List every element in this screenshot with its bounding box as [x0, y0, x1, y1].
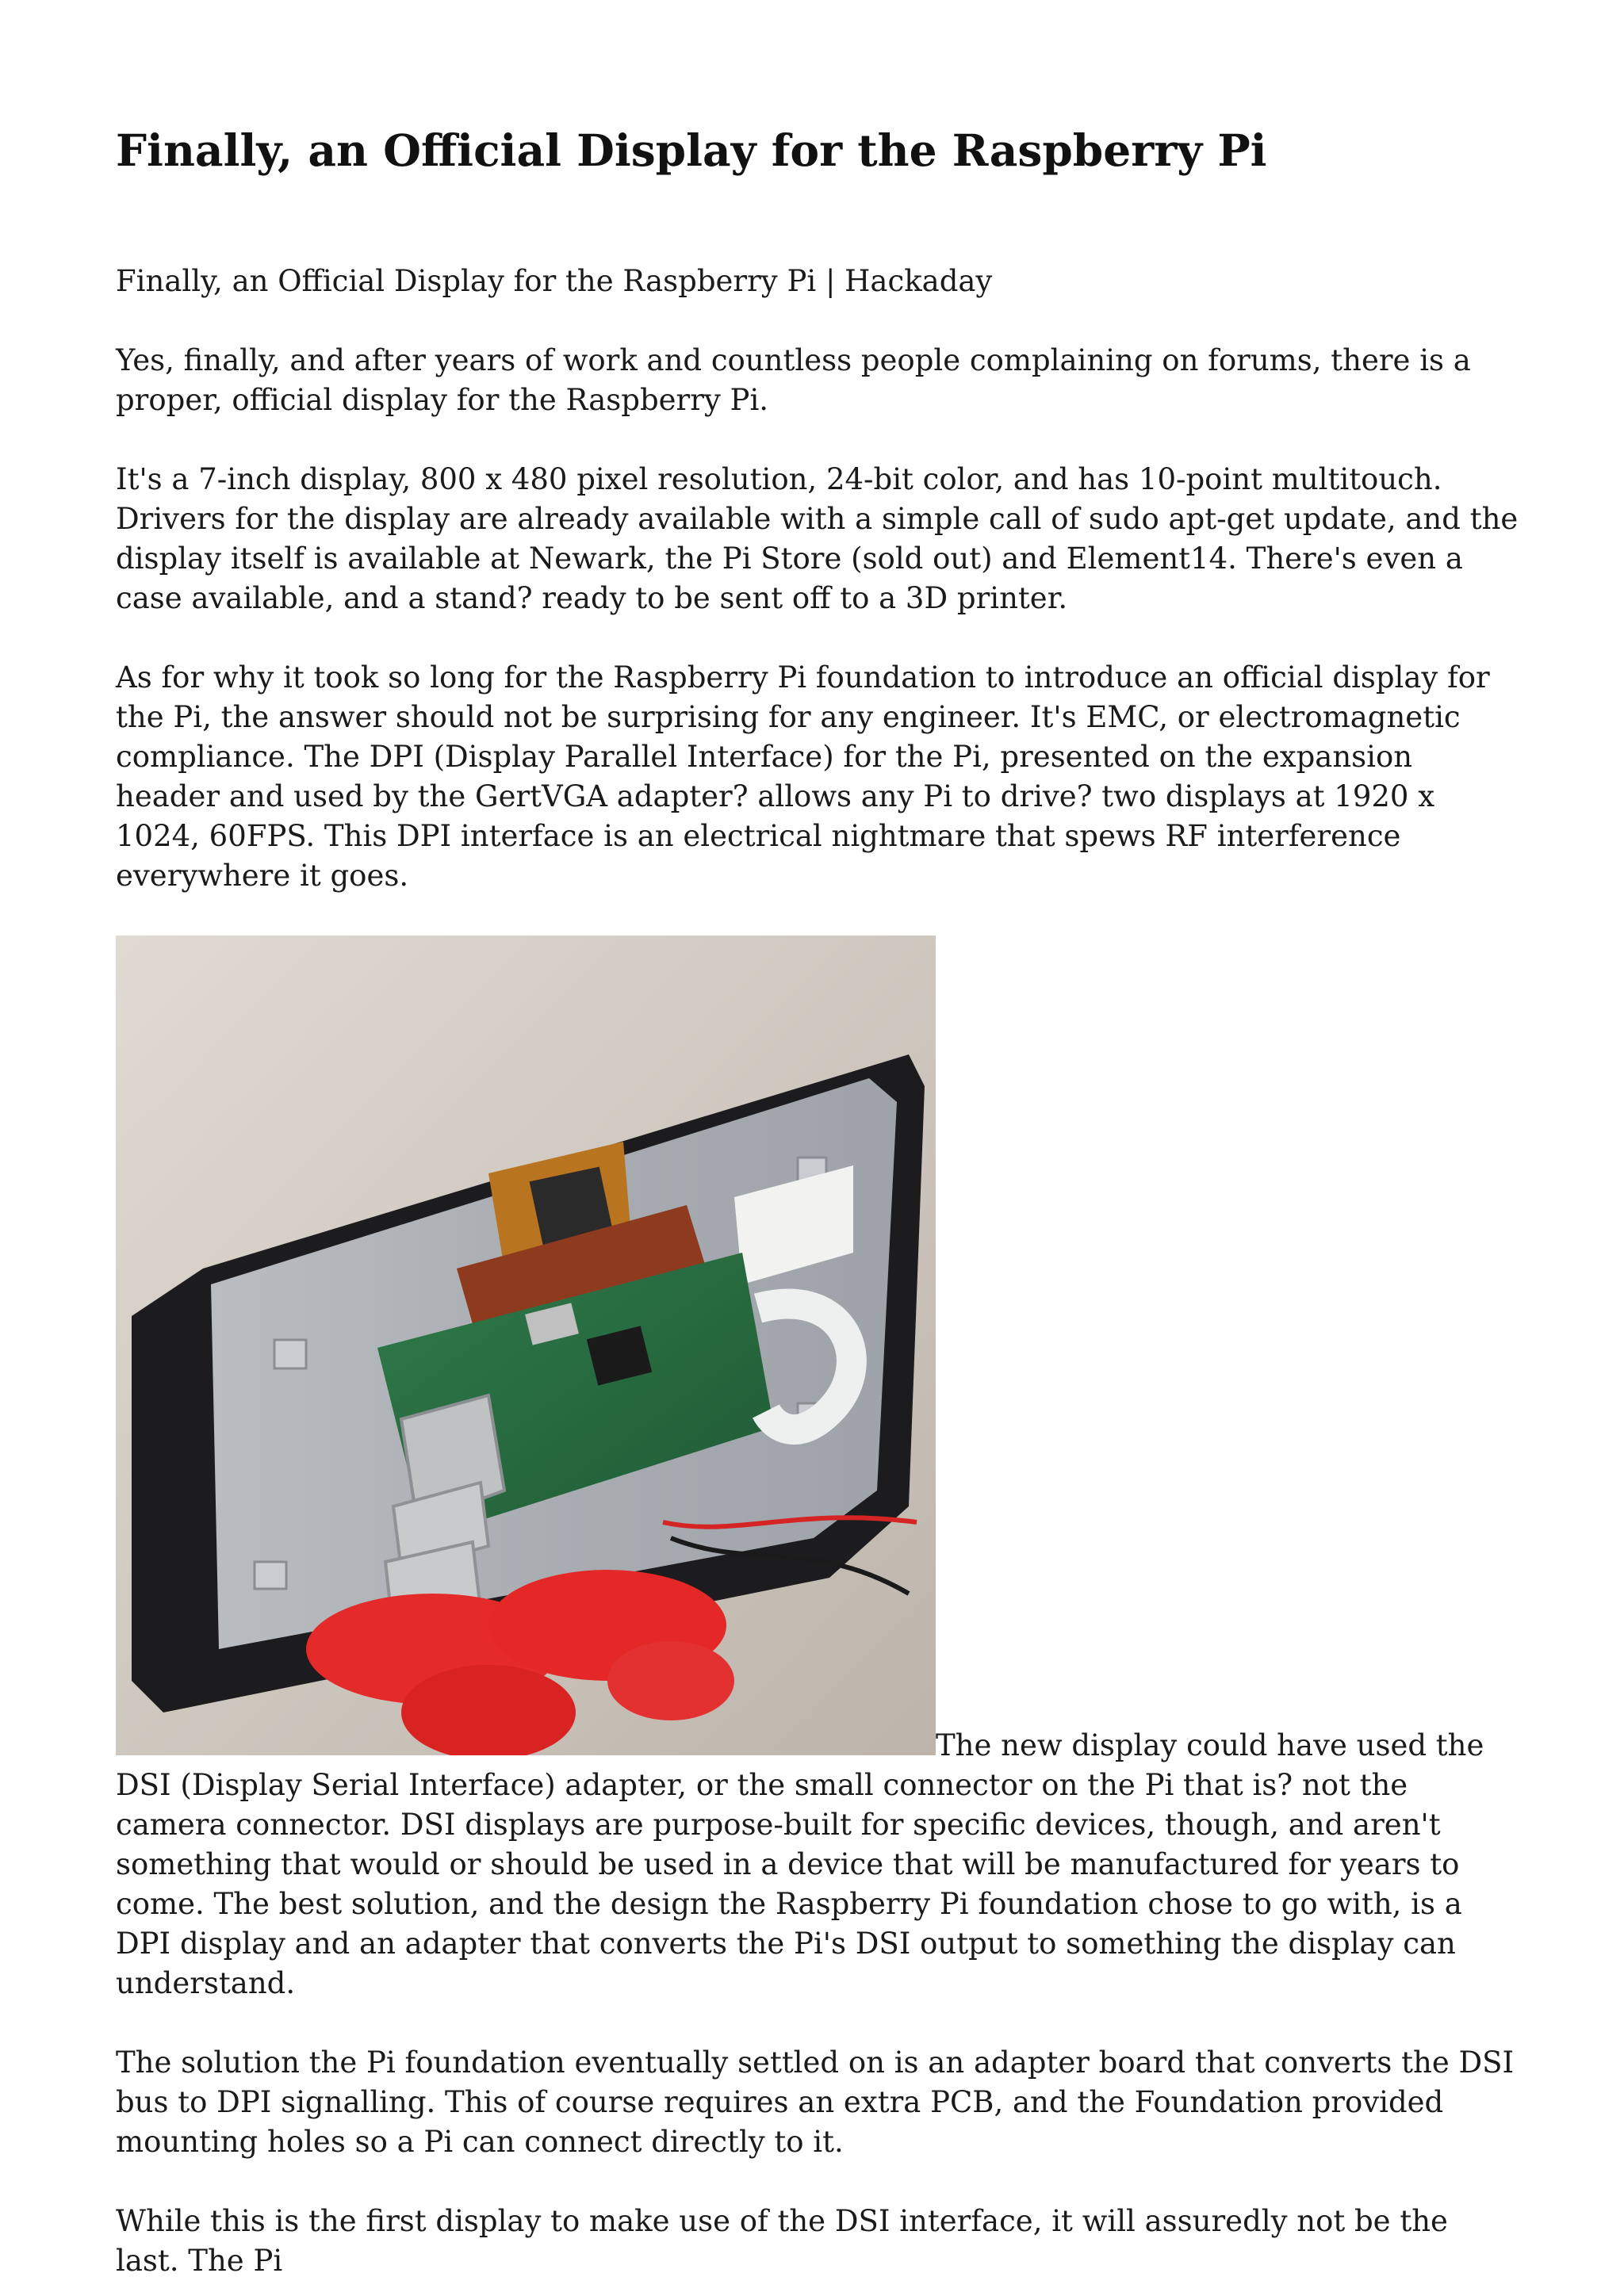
paragraph-closing: While this is the first display to make use of the DSI interface, it will assuredly not be the last. The Pi — [116, 2204, 1448, 2278]
photo-caption-text: The new display could have used the DSI (Display Serial Interface) adapter, or the small connector on the Pi that is? not the camera connector. DSI displays are purpose-built for specific devices, though, and aren't something that would or should be used in a device that will be manufactured for years to come. The best solution, and the design the Raspberry Pi foundation chose to go with, is a DPI display and an adapter that converts the Pi's DSI output to something the display can understand. — [116, 1728, 1484, 2000]
raspberry-pi-display-photo — [116, 936, 936, 1755]
paragraph-adapter: The solution the Pi foundation eventually settled on is an adapter board that converts the DSI bus to DPI signalling. This of course requires an extra PCB, and the Foundation provided mounting holes so a Pi can connect directly to it. — [116, 2045, 1515, 2159]
paragraph-emc: As for why it took so long for the Raspberry Pi foundation to introduce an official display for the Pi, the answer should not be surprising for any engineer. It's EMC, or electromagnetic compliance. The DPI (Display Parallel Interface) for the Pi, presented on the expansion header and used by the GertVGA adapter? allows any Pi to drive? two displays at 1920 x 1024, 60FPS. This DPI interface is an electrical nightmare that spews RF interference everywhere it goes. — [116, 660, 1490, 893]
article-subtitle: Finally, an Official Display for the Raspberry Pi | Hackaday — [116, 264, 993, 298]
paragraph-with-photo — [116, 936, 1519, 2003]
article-title: Finally, an Official Display for the Raspberry Pi — [116, 124, 1267, 176]
paragraph-specs: It's a 7-inch display, 800 x 480 pixel resolution, 24-bit color, and has 10-point multitouch. Drivers for the display are already available with a simple call of sudo apt-get update, and the display itself is available at Newark, the Pi Store (sold out) and Element14. There's even a case available, and a stand? ready to be sent off to a 3D printer. — [116, 462, 1519, 615]
paragraph-intro: Yes, finally, and after years of work and countless people complaining on forums, there is a proper, official display for the Raspberry Pi. — [116, 343, 1471, 417]
article — [116, 119, 1519, 2281]
